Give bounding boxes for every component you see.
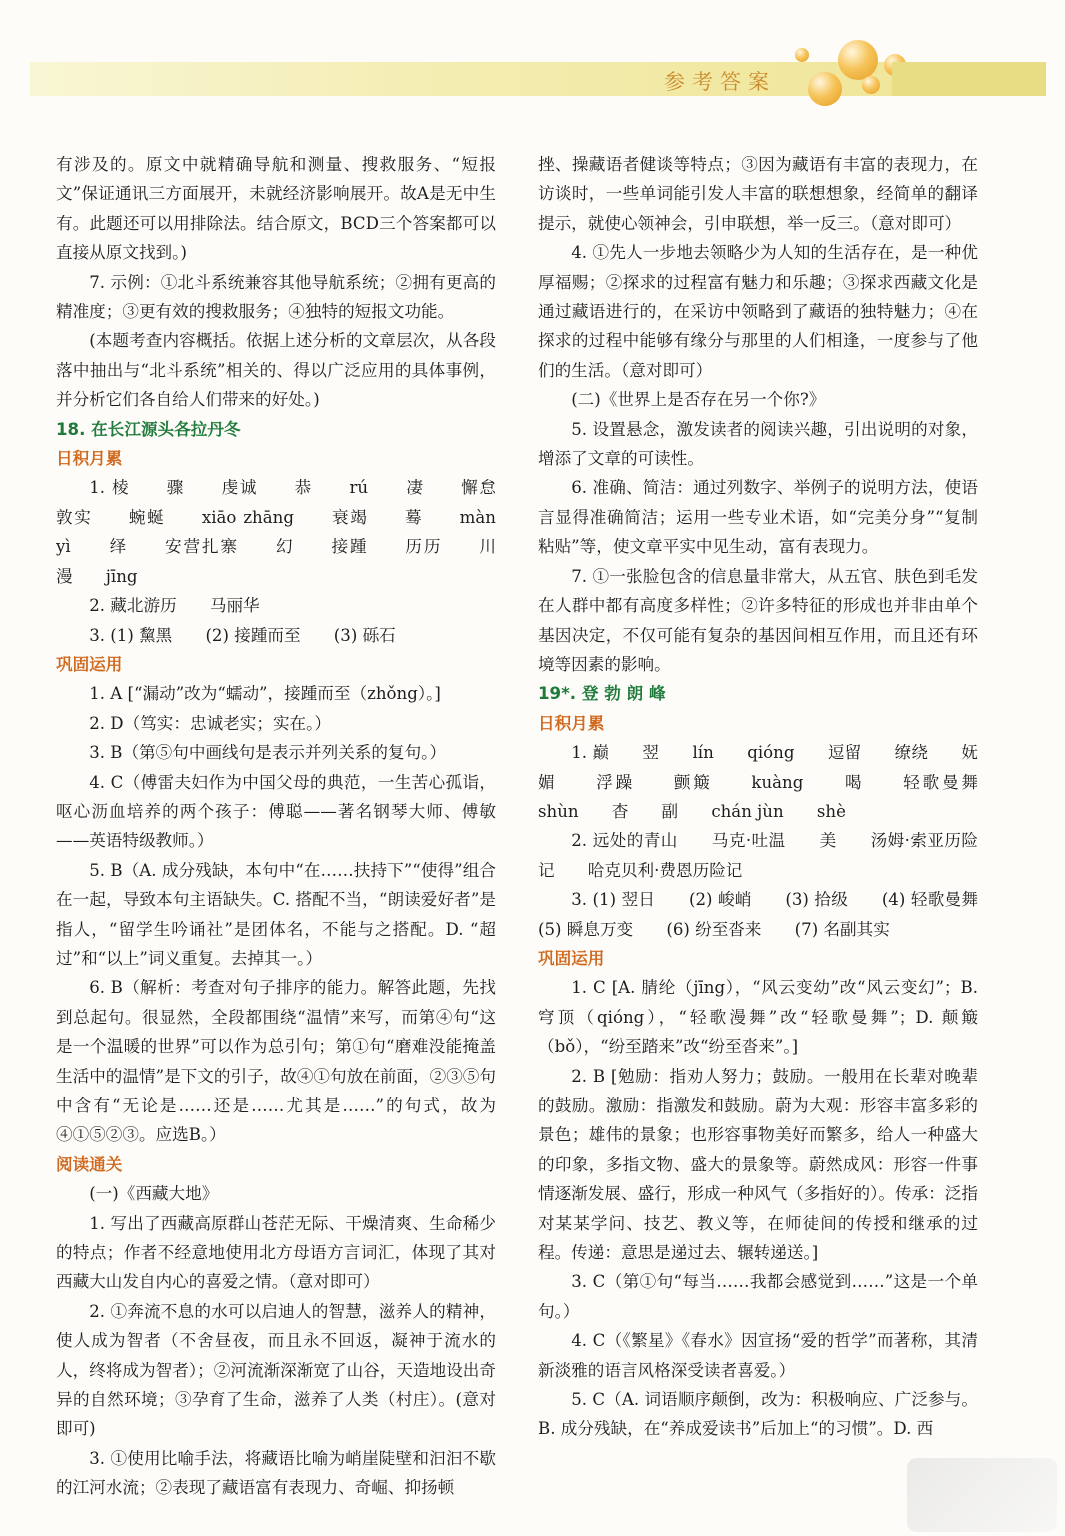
answer-paragraph: 挫、操藏语者健谈等特点；③因为藏语有丰富的表现力，在访谈时，一些单词能引发人丰富的联想想象，经简单的翻译提示，就使心领神会，引申联想，举一反三。（意对即可）	[538, 155, 978, 233]
section-tag: 巩固运用	[538, 948, 605, 968]
answer-paragraph: 3. (1) 黧黑 (2) 接踵而至 (3) 砾石	[89, 625, 396, 645]
answer-paragraph: 2. 远处的青山 马克·吐温 美 汤姆·索亚历险记 哈克贝利·费恩历险记	[538, 831, 978, 880]
answer-paragraph: 2. D（笃实：忠诚老实；实在。）	[89, 713, 332, 733]
answer-paragraph: 5. B（A. 成分残缺，本句中“在……扶持下”“使得”组合在一起，导致本句主语缺失。C. 搭配不当，“朗读爱好者”是指人，“留学生吟诵社”是团体名，不能与之搭配。D. “超过”和“以上”词义重复。去掉其一。）	[56, 860, 497, 968]
section-title: 19*. 登 勃 朗 峰	[538, 684, 666, 704]
answer-paragraph: (二)《世界上是否存在另一个你?》	[571, 390, 826, 410]
answer-paragraph: 6. B（解析：考查对句子排序的能力。解答此题，先找到总起句。很显然，全段都围绕“温情”来写，而第④句“这是一个温暖的世界”可以作为总引句；第①句“磨难没能掩盖生活中的温情”是下文的引子，故④①句放在前面，②③⑤句中含有“无论是……还是……尤其是……”的句式，故为④①⑤②③。应选B。）	[56, 978, 496, 1145]
bubble-decoration	[795, 48, 809, 62]
answer-paragraph: (一)《西藏大地》	[89, 1184, 219, 1204]
bubble-decoration	[808, 72, 842, 106]
answer-paragraph: 3. ①使用比喻手法，将藏语比喻为峭崖陡壁和汩汩不歇的江河水流；②表现了藏语富有表现力、奇崛、抑扬顿	[56, 1448, 496, 1498]
answer-paragraph: 4. C（傅雷夫妇作为中国父母的典范，一生苦心孤诣，呕心沥血培养的两个孩子：傅聪——著名钢琴大师、傅敏——英语特级教师。）	[56, 772, 496, 851]
answer-paragraph: 7. 示例：①北斗系统兼容其他导航系统；②拥有更高的精准度；③更有效的搜救服务；④独特的短报文功能。	[56, 272, 496, 322]
answer-paragraph: 3. C（第①句“每当……我都会感觉到……”这是一个单句。）	[538, 1272, 978, 1321]
section-tag: 阅读通关	[56, 1154, 123, 1174]
answer-paragraph: 2. B [勉励：指劝人努力；鼓励。一般用在长辈对晚辈的鼓励。激励：指激发和鼓励。蔚为大观：形容丰富多彩的景色；雄伟的景象；也形容事物美好而繁多，给人一种盛大的印象，多指文物、盛大的景象等。蔚然成风：形容一件事情逐渐发展、盛行，形成一种风气（多指好的）。传承：泛指对某某学问、技艺、教义等，在师徒间的传授和继承的过程。传递：意思是递过去、辗转递送。]	[538, 1066, 978, 1263]
answer-paragraph: (本题考查内容概括。依据上述分析的文章层次，从各段落中抽出与“北斗系统”相关的、得以广泛应用的具体事例，并分析它们各自给人们带来的好处。)	[56, 331, 496, 410]
bubble-decoration	[862, 76, 880, 94]
answer-paragraph: 3. B（第⑤句中画线句是表示并列关系的复句。）	[89, 743, 447, 763]
watermark-logo	[907, 1458, 1057, 1532]
answer-paragraph: 4. ①先人一步地去领略少为人知的生活存在，是一种优厚福赐；②探求的过程富有魅力和乐趣；③探求西藏文化是通过藏语进行的，在采访中领略到了藏语的独特魅力；④在探求的过程中能够有缘分与那里的人们相逢，一度参与了他们的生活。（意对即可）	[538, 243, 978, 380]
right-column	[538, 150, 1012, 1444]
answer-paragraph: 5. 设置悬念，激发读者的阅读兴趣，引出说明的对象，增添了文章的可读性。	[538, 419, 978, 469]
answer-paragraph: 1. 棱 骤 虔诚 恭 rú 凄 懈怠 敦实 蜿蜒 xiāo zhāng 衰竭 蓦 màn yì 绎 安营扎寨 幻 接踵 历历 川 漫 jīng	[56, 478, 530, 586]
section-title: 18. 在长江源头各拉丹冬	[56, 419, 241, 439]
answer-paragraph: 5. C（A. 词语顺序颠倒，改为：积极响应、广泛参与。B. 成分残缺，在“养成爱读书”后加上“的习惯”。D. 西	[538, 1390, 978, 1439]
answer-paragraph: 2. 藏北游历 马丽华	[89, 596, 260, 616]
answer-paragraph: 1. 写出了西藏高原群山苍茫无际、干燥清爽、生命稀少的特点；作者不经意地使用北方母语方言词汇，体现了其对西藏大山发自内心的喜爱之情。（意对即可）	[56, 1213, 496, 1292]
answer-paragraph: 3. (1) 翌日 (2) 峻峭 (3) 拾级 (4) 轻歌曼舞 (5) 瞬息万变 (6) 纷至沓来 (7) 名副其实	[538, 890, 1012, 939]
answer-paragraph: 7. ①一张脸包含的信息量非常大，从五官、肤色到毛发在人群中都有高度多样性；②许多特征的形成也并非由单个基因决定，不仅可能有复杂的基因间相互作用，而且还有环境等因素的影响。	[538, 566, 978, 674]
answer-paragraph: 1. 巅 翌 lín qióng 逗留 缭绕 妩媚 浮躁 颤簸 kuàng 喝 轻歌曼舞 shùn 杳 副 chán jùn shè	[538, 743, 1012, 821]
answer-paragraph: 有涉及的。原文中就精确导航和测量、搜救服务、“短报文”保证通讯三方面展开，未就经济影响展开。故A是无中生有。此题还可以用排除法。结合原文，BCD三个答案都可以直接从原文找到。)	[56, 155, 496, 263]
answer-paragraph: 4. C（《繁星》《春水》因宣扬“爱的哲学”而著称，其清新淡雅的语言风格深受读者喜爱。）	[538, 1331, 978, 1380]
section-tag: 日积月累	[56, 449, 123, 469]
left-column	[56, 150, 530, 1503]
bubble-decoration	[838, 40, 878, 80]
section-tag: 巩固运用	[56, 654, 123, 674]
section-tag: 日积月累	[538, 713, 605, 733]
answer-paragraph: 6. 准确、简洁：通过列数字、举例子的说明方法，使语言显得准确简洁；运用一些专业术语，如“完美分身”“复制粘贴”等，使文章平实中见生动，富有表现力。	[538, 478, 978, 557]
answer-paragraph: 2. ①奔流不息的水可以启迪人的智慧，滋养人的精神，使人成为智者（不舍昼夜，而且永不回返，凝神于流水的人，终将成为智者）；②河流渐深渐宽了山谷，天造地设出奇异的自然环境；③孕育了生命，滋养了人类（村庄）。(意对即可)	[56, 1301, 496, 1439]
header-block	[892, 62, 1046, 96]
answer-paragraph: 1. C [A. 腈纶（jīng），“风云变幼”改“风云变幻”；B. 穹顶（qióng），“轻歌漫舞”改“轻歌曼舞”；D. 颠簸（bǒ），“纷至踏来”改“纷至沓来”。]	[538, 978, 978, 1057]
answer-paragraph: 1. A [“漏动”改为“蠕动”，接踵而至（zhǒng）。]	[89, 684, 441, 704]
page-header-title: 参考答案	[664, 70, 776, 94]
